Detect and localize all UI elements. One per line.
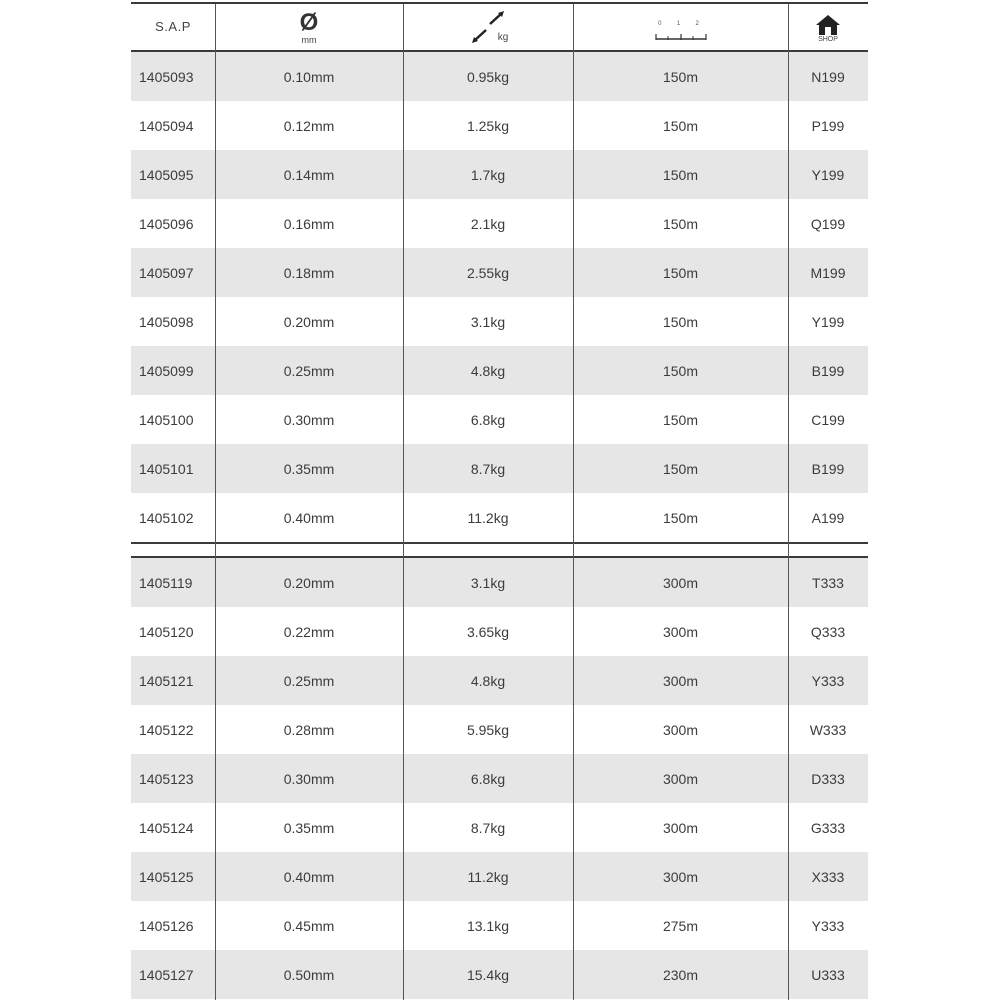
cell-sap: 1405119 [139,574,193,591]
cell-sap: 1405094 [139,117,194,134]
cell-strength: 11.2kg [467,509,509,526]
cell-diameter: 0.40mm [283,509,335,526]
header-shop [788,4,868,52]
cell-length: 150m [662,362,699,379]
cell-diameter: 0.20mm [283,313,335,330]
cell-diameter: 0.40mm [283,868,335,885]
column-divider [215,4,216,1000]
strength-unit: kg [497,31,509,43]
cell-diameter: 0.50mm [283,966,335,983]
cell-shop: N199 [811,68,845,85]
cell-sap: 1405126 [139,917,194,934]
cell-strength: 8.7kg [470,819,506,836]
cell-strength: 15.4kg [466,966,510,983]
table-row [131,803,868,852]
cell-strength: 11.2kg [467,868,509,885]
cell-strength: 13.1kg [466,917,510,934]
cell-strength: 5.95kg [466,721,510,738]
table-row [131,150,868,199]
table-row [131,52,868,101]
section-divider-top [131,542,868,544]
cell-length: 150m [662,411,699,428]
table-row [131,558,868,607]
header-strength [403,4,573,52]
cell-shop: A199 [811,509,845,526]
table-row [131,852,868,901]
cell-length: 150m [662,68,699,85]
ruler-icon [655,28,707,36]
cell-length: 300m [662,868,699,885]
table-row [131,199,868,248]
cell-shop: P199 [811,117,845,134]
cell-diameter: 0.10mm [283,68,335,85]
cell-shop: Y199 [811,313,845,330]
cell-sap: 1405100 [139,411,194,428]
cell-diameter: 0.45mm [283,917,335,934]
cell-sap: 1405095 [139,166,194,183]
table-row [131,395,868,444]
cell-sap: 1405102 [139,509,194,526]
cell-diameter: 0.14mm [283,166,335,183]
cell-diameter: 0.30mm [283,411,335,428]
cell-shop: T333 [812,574,844,591]
cell-diameter: 0.28mm [283,721,335,738]
cell-sap: 1405124 [139,819,194,836]
ruler-scale-label: 0 1 2 [658,20,703,27]
cell-diameter: 0.16mm [283,215,335,232]
cell-sap: 1405122 [139,721,194,738]
cell-sap: 1405098 [139,313,194,330]
cell-length: 150m [662,313,699,330]
cell-shop: M199 [810,264,846,281]
cell-sap: 1405121 [139,672,194,689]
cell-sap: 1405099 [139,362,194,379]
cell-shop: B199 [811,362,845,379]
cell-strength: 3.65kg [466,623,510,640]
table-row [131,346,868,395]
cell-diameter: 0.35mm [283,819,335,836]
section-divider-bottom [131,556,868,558]
cell-sap: 1405127 [139,966,194,983]
table-row [131,493,868,542]
cell-shop: Q333 [810,623,846,640]
cell-shop: G333 [810,819,846,836]
table-header [131,4,868,52]
cell-shop: C199 [811,411,845,428]
cell-strength: 6.8kg [470,411,506,428]
table-row [131,705,868,754]
cell-strength: 1.7kg [470,166,506,183]
cell-diameter: 0.20mm [283,574,335,591]
table-row [131,101,868,150]
cell-sap: 1405120 [139,623,194,640]
cell-strength: 3.1kg [470,313,506,330]
cell-shop: Y333 [811,917,845,934]
cell-length: 275m [662,917,699,934]
cell-diameter: 0.30mm [283,770,335,787]
cell-length: 300m [662,672,699,689]
table-row [131,950,868,999]
cell-strength: 4.8kg [470,362,506,379]
column-divider [403,4,404,1000]
cell-sap: 1405097 [139,264,194,281]
table-row [131,248,868,297]
cell-length: 150m [662,215,699,232]
cell-sap: 1405101 [139,460,194,477]
diameter-icon: Ø [299,9,319,36]
cell-strength: 4.8kg [470,672,506,689]
table-row [131,754,868,803]
cell-shop: Y333 [811,672,845,689]
cell-sap: 1405125 [139,868,194,885]
cell-length: 150m [662,264,699,281]
cell-strength: 2.1kg [470,215,506,232]
cell-sap: 1405093 [139,68,194,85]
cell-shop: W333 [809,721,847,738]
shop-label: SHOP [818,35,838,43]
cell-diameter: 0.25mm [283,672,335,689]
cell-shop: B199 [811,460,845,477]
cell-diameter: 0.35mm [283,460,335,477]
tensile-arrows-icon [468,8,508,48]
cell-shop: Y199 [811,166,845,183]
cell-strength: 8.7kg [470,460,506,477]
cell-length: 300m [662,721,699,738]
diameter-unit: mm [301,35,317,45]
cell-strength: 0.95kg [466,68,510,85]
cell-shop: D333 [811,770,845,787]
table-row [131,656,868,705]
sap-label: S.A.P [155,18,191,34]
cell-sap: 1405123 [139,770,194,787]
table-row [131,297,868,346]
cell-diameter: 0.22mm [283,623,335,640]
cell-shop: Q199 [810,215,846,232]
cell-strength: 6.8kg [470,770,506,787]
cell-length: 230m [662,966,699,983]
cell-shop: U333 [811,966,845,983]
cell-length: 300m [662,623,699,640]
cell-length: 300m [662,574,699,591]
cell-sap: 1405096 [139,215,194,232]
cell-length: 150m [662,509,699,526]
table-row [131,444,868,493]
home-icon [815,14,841,36]
table-row [131,901,868,950]
cell-diameter: 0.25mm [283,362,335,379]
cell-diameter: 0.18mm [283,264,335,281]
cell-strength: 3.1kg [470,574,506,591]
header-length [573,4,788,52]
cell-strength: 2.55kg [466,264,510,281]
table-row [131,607,868,656]
cell-shop: X333 [811,868,845,885]
column-divider [788,4,789,1000]
cell-length: 150m [662,460,699,477]
cell-strength: 1.25kg [466,117,510,134]
column-divider [573,4,574,1000]
header-diameter [215,4,403,52]
cell-length: 300m [662,770,699,787]
header-sap [131,4,215,52]
cell-length: 150m [662,166,699,183]
cell-length: 150m [662,117,699,134]
cell-diameter: 0.12mm [283,117,335,134]
cell-length: 300m [662,819,699,836]
